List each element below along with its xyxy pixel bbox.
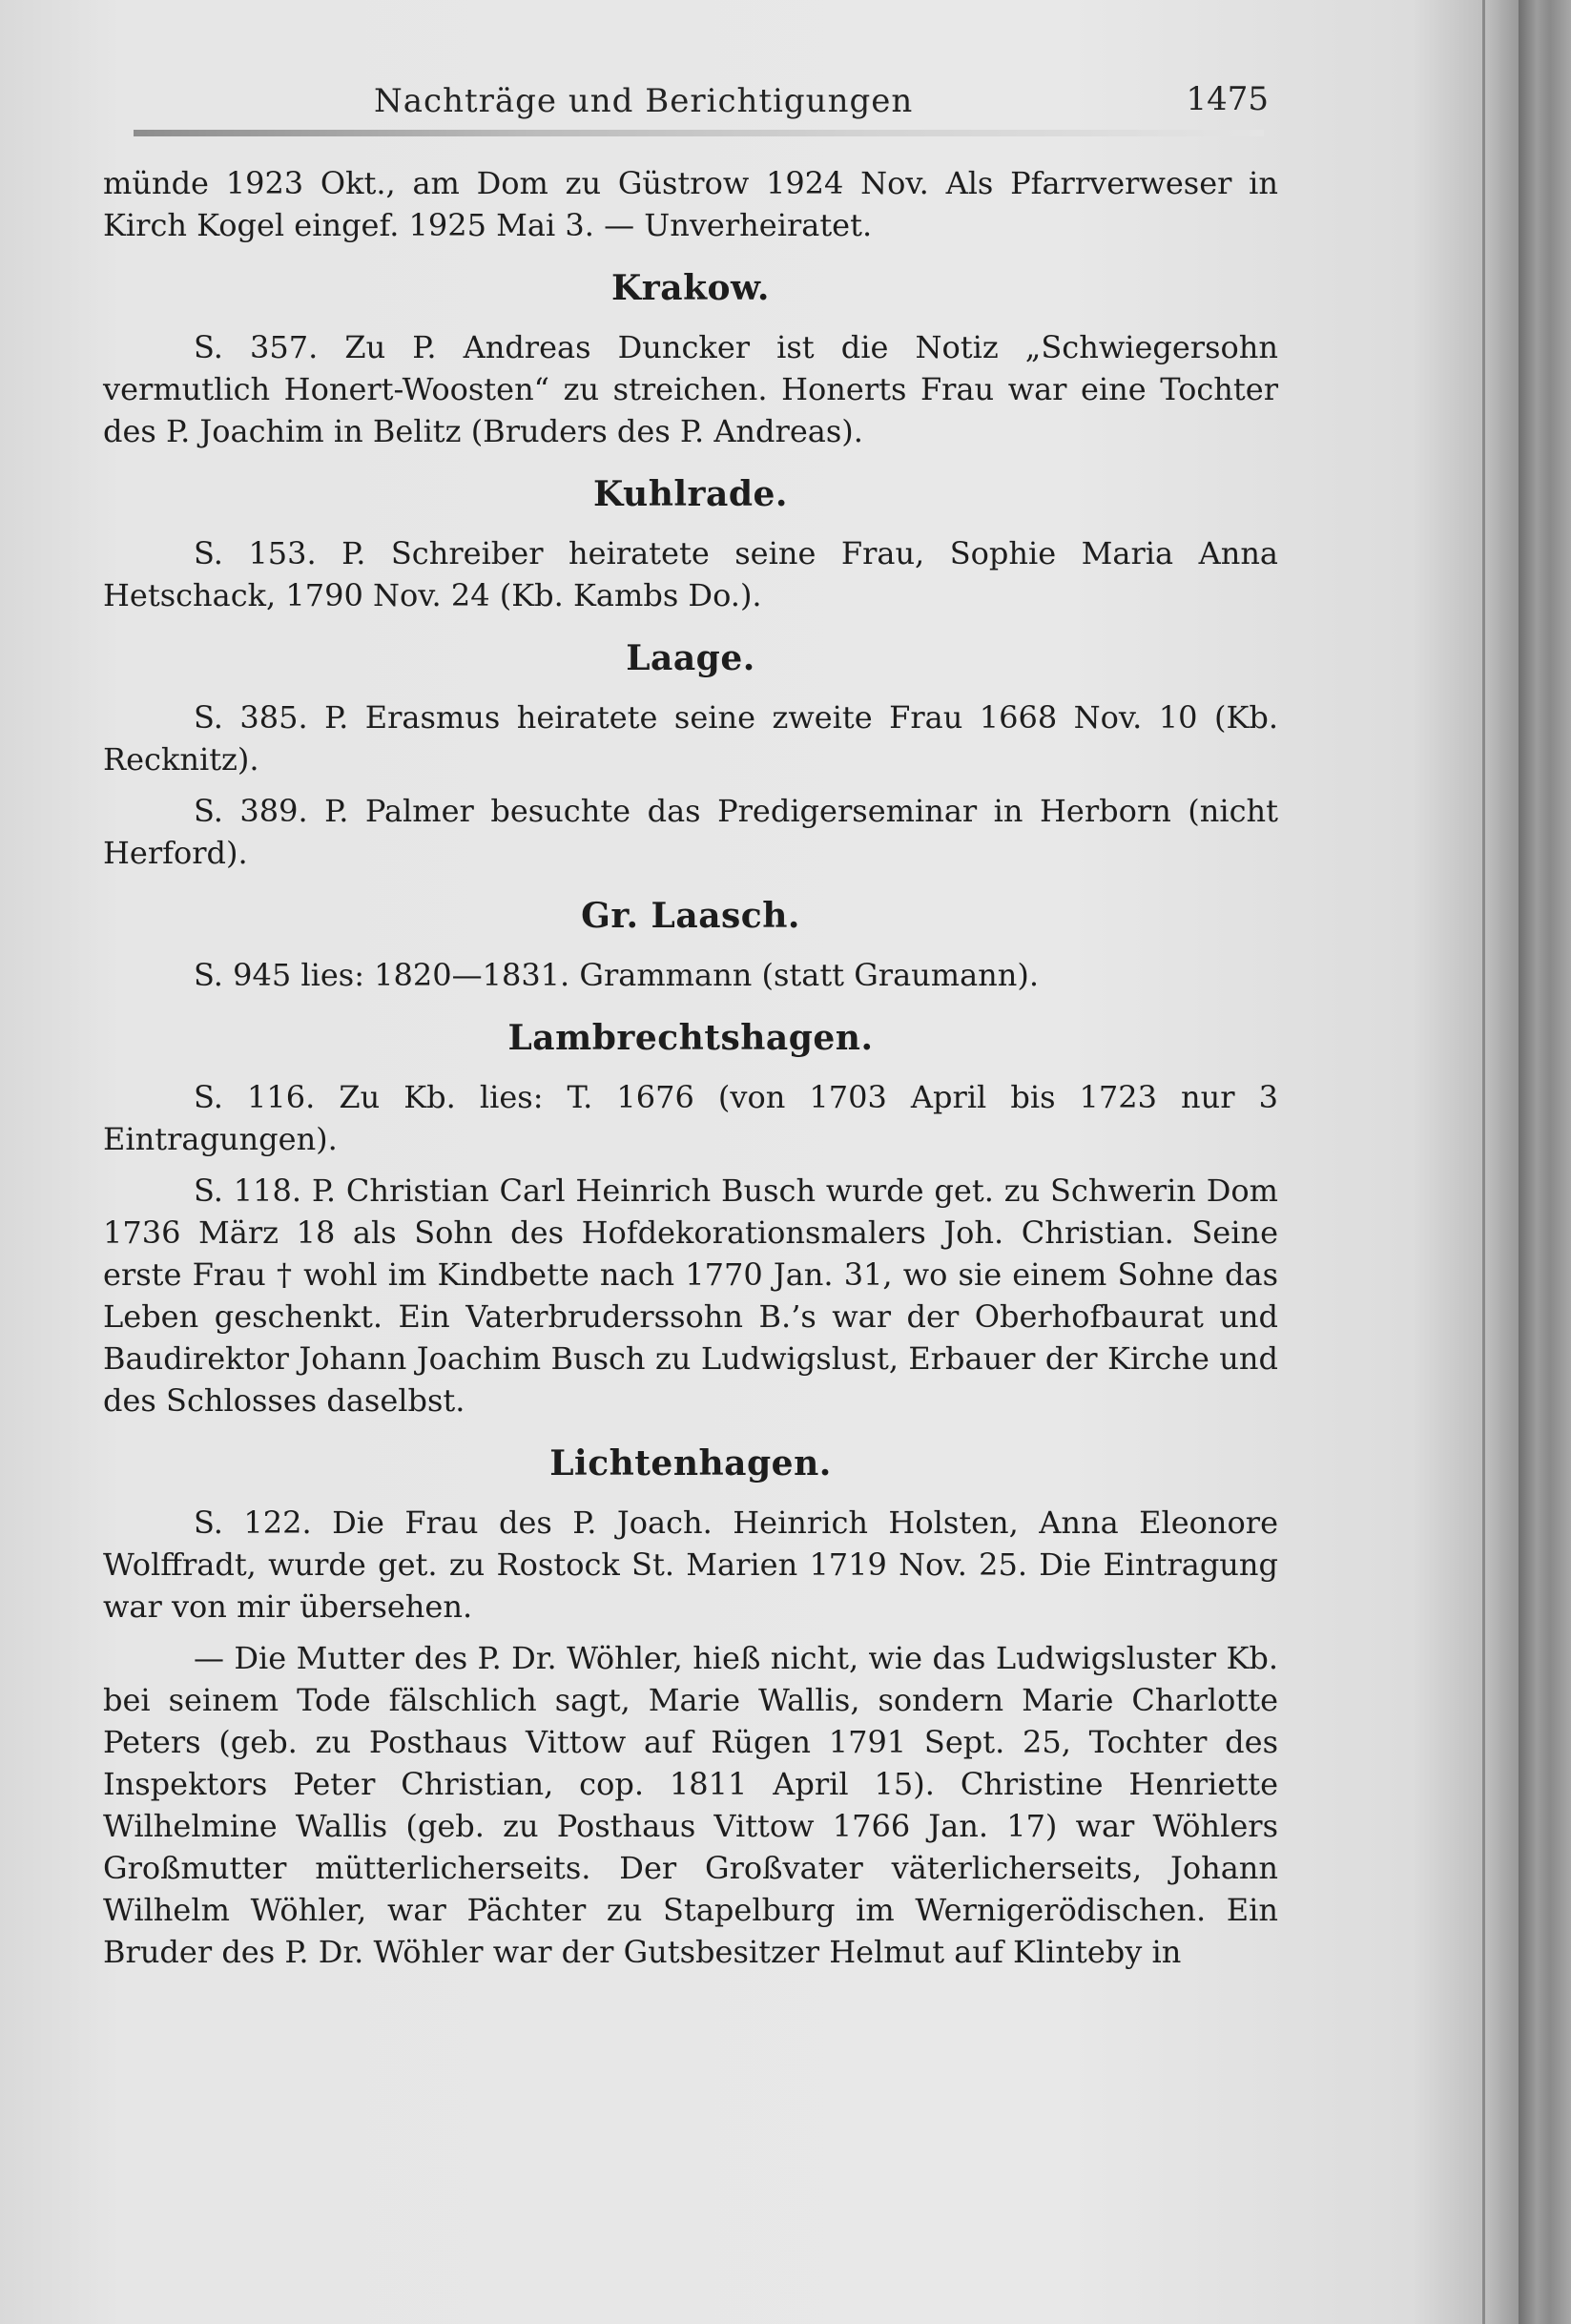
paragraph-gr-laasch-1: S. 945 lies: 1820—1831. Grammann (statt Graumann). <box>194 957 1040 993</box>
running-header <box>134 82 1269 130</box>
spine-line <box>1482 0 1485 2324</box>
page-number: 1475 <box>1186 80 1269 118</box>
header-rule <box>134 130 1264 136</box>
section-heading-kuhlrade: Kuhlrade. <box>593 474 788 514</box>
paragraph-lambrechtshagen-1: S. 116. Zu Kb. lies: T. 1676 (von 1703 April bis 1723 nur 3 Eintragungen). <box>103 1079 1278 1157</box>
paragraph-lambrechtshagen-2: S. 118. P. Christian Carl Heinrich Busch wurde get. zu Schwerin Dom 1736 März 18 als Sohn des Hofdekorationsmalers Joh. Christian. Seine erste Frau † wohl im Kindbette nach 1770 Jan. 31, wo sie einem Sohne das Leben geschenkt. Ein Vaterbruderssohn B.’s war der Oberhofbaurat und Baudirektor Johann Joachim Busch zu Ludwigslust, Erbauer der Kirche und des Schlosses daselbst. <box>103 1172 1278 1419</box>
continuation-paragraph: münde 1923 Okt., am Dom zu Güstrow 1924 Nov. Als Pfarrverweser in Kirch Kogel eingef. 1925 Mai 3. — Unverheiratet. <box>103 165 1278 243</box>
main-text <box>103 162 1278 1973</box>
section-heading-laage: Laage. <box>626 638 755 678</box>
paragraph-laage-1: S. 385. P. Erasmus heiratete seine zweite Frau 1668 Nov. 10 (Kb. Recknitz). <box>103 699 1278 778</box>
paragraph-lichtenhagen-1: S. 122. Die Frau des P. Joach. Heinrich Holsten, Anna Eleonore Wolffradt, wurde get. zu Rostock St. Marien 1719 Nov. 25. Die Eintragung war von mir übersehen. <box>103 1504 1278 1625</box>
paragraph-laage-2: S. 389. P. Palmer besuchte das Predigerseminar in Herborn (nicht Herford). <box>103 793 1278 871</box>
section-heading-krakow: Krakow. <box>611 268 770 308</box>
paragraph-kuhlrade-1: S. 153. P. Schreiber heiratete seine Frau, Sophie Maria Anna Hetschack, 1790 Nov. 24 (Kb. Kambs Do.). <box>103 535 1278 613</box>
paragraph-lichtenhagen-2: — Die Mutter des P. Dr. Wöhler, hieß nicht, wie das Ludwigsluster Kb. bei seinem Tode fälschlich sagt, Marie Wallis, sondern Marie Charlotte Peters (geb. zu Posthaus Vittow auf Rügen 1791 Sept. 25, Tochter des Inspektors Peter Christian, cop. 1811 April 15). Christine Henriette Wilhelmine Wallis (geb. zu Posthaus Vittow 1766 Jan. 17) war Wöhlers Großmutter mütterlicherseits. Der Großvater väterlicherseits, Johann Wilhelm Wöhler, war Pächter zu Stapelburg im Wernigerödischen. Ein Bruder des P. Dr. Wöhler war der Gutsbesitzer Helmut auf Klinteby in <box>103 1640 1278 1970</box>
paragraph-krakow-1: S. 357. Zu P. Andreas Duncker ist die Notiz „Schwiegersohn vermutlich Honert-Woosten“ zu streichen. Honerts Frau war eine Tochter des P. Joachim in Belitz (Bruders des P. Andreas). <box>103 329 1278 449</box>
section-heading-lichtenhagen: Lichtenhagen. <box>549 1443 832 1484</box>
header-title: Nachträge und Berichtigungen <box>374 82 914 120</box>
section-heading-lambrechtshagen: Lambrechtshagen. <box>507 1018 874 1058</box>
binding-shadow <box>1519 0 1571 2324</box>
section-heading-gr-laasch: Gr. Laasch. <box>581 896 800 936</box>
